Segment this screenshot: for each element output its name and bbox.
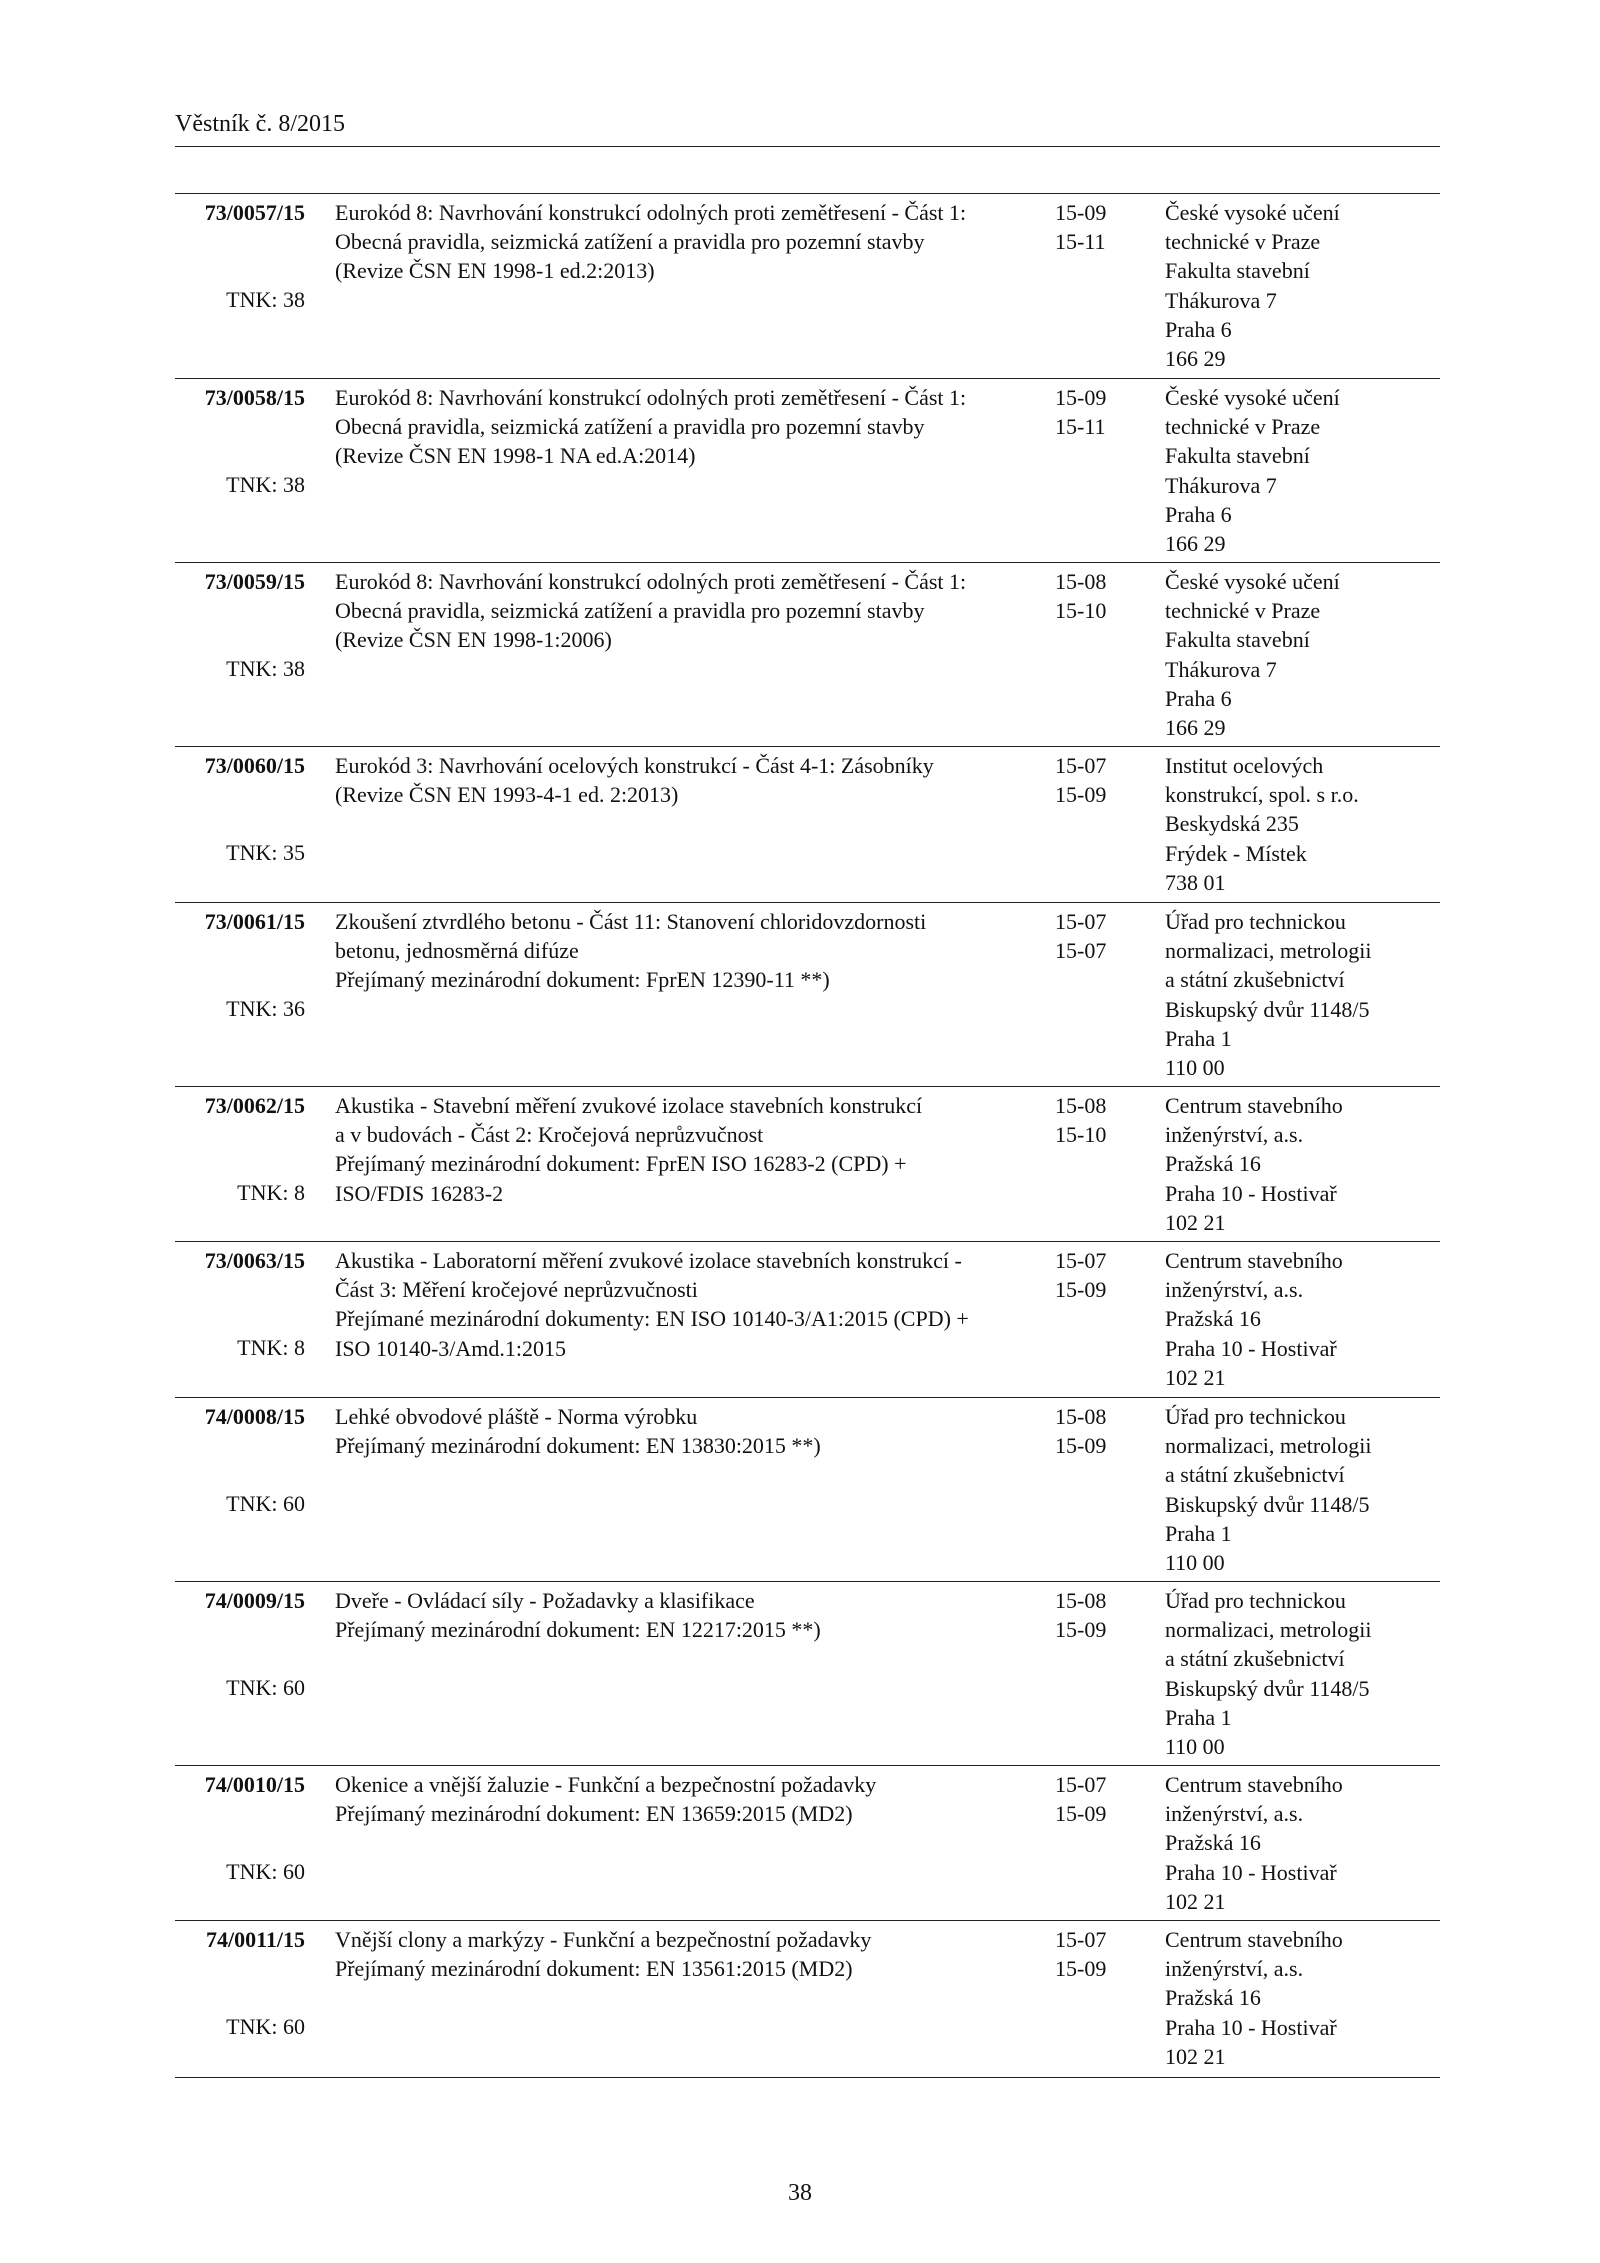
entry-id-cell (175, 383, 305, 499)
title-line: Lehké obvodové pláště - Norma výrobku (335, 1404, 698, 1429)
entry-tnk: TNK: 35 (226, 840, 305, 866)
table-row (175, 747, 1440, 903)
org-line: Pražská 16 (1165, 1830, 1261, 1856)
title-line: Zkoušení ztvrdlého betonu - Část 11: Stanovení chloridovzdornosti (335, 909, 927, 934)
title-line: Eurokód 8: Navrhování konstrukcí odolných proti zemětřesení - Část 1: (335, 200, 967, 225)
date-line: 15-09 (1055, 1433, 1107, 1459)
org-line: České vysoké učení (1165, 200, 1340, 225)
title-line: Přejímané mezinárodní dokumenty: EN ISO 10140-3/A1:2015 (CPD) + (335, 1306, 969, 1332)
title-line: (Revize ČSN EN 1998-1 ed.2:2013) (335, 258, 655, 284)
title-line: a v budovách - Část 2: Kročejová neprůzvučnost (335, 1122, 764, 1148)
date-line: 15-11 (1055, 229, 1106, 255)
org-line: a státní zkušebnictví (1165, 1462, 1345, 1488)
org-line: Praha 10 - Hostivař (1165, 1335, 1337, 1361)
entry-number: 73/0063/15 (204, 1248, 305, 1273)
org-line: normalizaci, metrologii (1165, 1433, 1372, 1459)
entry-tnk: TNK: 8 (237, 1335, 305, 1361)
header-rule (175, 146, 1440, 147)
date-line: 15-07 (1055, 753, 1107, 778)
entry-org-cell (1165, 1246, 1440, 1392)
entry-number: 73/0062/15 (204, 1093, 305, 1118)
title-line: Eurokód 8: Navrhování konstrukcí odolných proti zemětřesení - Část 1: (335, 385, 967, 410)
org-line: 110 00 (1165, 1055, 1225, 1081)
title-line: Eurokód 8: Navrhování konstrukcí odolných proti zemětřesení - Část 1: (335, 569, 967, 594)
org-line: Centrum stavebního (1165, 1248, 1343, 1273)
org-line: 110 00 (1165, 1550, 1225, 1576)
org-line: Centrum stavebního (1165, 1093, 1343, 1118)
title-line: Přejímaný mezinárodní dokument: FprEN ISO 16283-2 (CPD) + (335, 1151, 907, 1177)
org-line: Fakulta stavební (1165, 258, 1310, 284)
entry-number: 74/0011/15 (205, 1927, 305, 1952)
org-line: Úřad pro technickou (1165, 909, 1346, 934)
entry-id-cell (175, 1770, 305, 1886)
title-line: ISO/FDIS 16283-2 (335, 1180, 504, 1206)
org-line: České vysoké učení (1165, 569, 1340, 594)
org-line: Praha 1 (1165, 1025, 1232, 1051)
entry-id-cell (175, 1586, 305, 1702)
date-line: 15-07 (1055, 1772, 1107, 1797)
table-row (175, 1766, 1440, 1921)
org-line: Centrum stavebního (1165, 1927, 1343, 1952)
org-line: Centrum stavebního (1165, 1772, 1343, 1797)
title-line: Obecná pravidla, seizmická zatížení a pravidla pro pozemní stavby (335, 414, 925, 440)
org-line: České vysoké učení (1165, 385, 1340, 410)
org-line: Biskupský dvůr 1148/5 (1165, 1491, 1370, 1517)
org-line: 738 01 (1165, 869, 1226, 895)
org-line: inženýrství, a.s. (1165, 1122, 1304, 1148)
entry-id-cell (175, 1246, 305, 1362)
title-line: Přejímaný mezinárodní dokument: EN 13561:2015 (MD2) (335, 1956, 853, 1982)
date-line: 15-08 (1055, 1404, 1107, 1429)
date-line: 15-10 (1055, 598, 1107, 624)
entry-org-cell (1165, 1770, 1440, 1916)
date-line: 15-09 (1055, 1956, 1107, 1982)
entry-number: 73/0060/15 (204, 753, 305, 778)
org-line: 102 21 (1165, 1888, 1226, 1914)
org-line: Pražská 16 (1165, 1151, 1261, 1177)
title-line: Vnější clony a markýzy - Funkční a bezpečnostní požadavky (335, 1927, 872, 1952)
org-line: 166 29 (1165, 531, 1226, 557)
org-line: 166 29 (1165, 715, 1226, 741)
org-line: Thákurova 7 (1165, 472, 1277, 498)
entry-dates-cell (1055, 907, 1135, 965)
org-line: Fakulta stavební (1165, 443, 1310, 469)
org-line: 110 00 (1165, 1734, 1225, 1760)
org-line: 166 29 (1165, 346, 1226, 372)
entry-tnk: TNK: 60 (226, 1491, 305, 1517)
title-line: (Revize ČSN EN 1993-4-1 ed. 2:2013) (335, 782, 679, 808)
entry-tnk: TNK: 8 (237, 1180, 305, 1206)
entry-id-cell (175, 567, 305, 683)
title-line: Eurokód 3: Navrhování ocelových konstrukcí - Část 4-1: Zásobníky (335, 753, 934, 778)
entry-dates-cell (1055, 1091, 1135, 1149)
page-header-title: Věstník č. 8/2015 (175, 111, 345, 137)
org-line: Praha 6 (1165, 501, 1232, 527)
entry-org-cell (1165, 1091, 1440, 1237)
entry-dates-cell (1055, 751, 1135, 809)
org-line: normalizaci, metrologii (1165, 1617, 1372, 1643)
org-line: inženýrství, a.s. (1165, 1277, 1304, 1303)
entry-number: 73/0059/15 (204, 569, 305, 594)
org-line: Praha 10 - Hostivař (1165, 2014, 1337, 2040)
entry-dates-cell (1055, 1770, 1135, 1828)
title-line: Akustika - Stavební měření zvukové izolace stavebních konstrukcí (335, 1093, 923, 1118)
title-line: Přejímaný mezinárodní dokument: EN 13659:2015 (MD2) (335, 1801, 853, 1827)
org-line: Úřad pro technickou (1165, 1588, 1346, 1613)
entry-dates-cell (1055, 1925, 1135, 1983)
entry-tnk: TNK: 38 (226, 656, 305, 682)
org-line: Praha 10 - Hostivař (1165, 1859, 1337, 1885)
org-line: inženýrství, a.s. (1165, 1956, 1304, 1982)
date-line: 15-07 (1055, 909, 1107, 934)
org-line: Biskupský dvůr 1148/5 (1165, 996, 1370, 1022)
entry-org-cell (1165, 1586, 1440, 1761)
table-row (175, 563, 1440, 747)
date-line: 15-09 (1055, 1277, 1107, 1303)
entry-id-cell (175, 198, 305, 314)
table-row (175, 1921, 1440, 2078)
title-line: (Revize ČSN EN 1998-1 NA ed.A:2014) (335, 443, 696, 469)
org-line: konstrukcí, spol. s r.o. (1165, 782, 1359, 808)
title-line: Přejímaný mezinárodní dokument: FprEN 12390-11 **) (335, 967, 830, 993)
org-line: inženýrství, a.s. (1165, 1801, 1304, 1827)
org-line: Praha 6 (1165, 685, 1232, 711)
entry-org-cell (1165, 567, 1440, 742)
org-line: Beskydská 235 (1165, 811, 1299, 837)
table-row (175, 1582, 1440, 1766)
table-row (175, 194, 1440, 379)
standards-table (175, 193, 1440, 2078)
title-line: Obecná pravidla, seizmická zatížení a pravidla pro pozemní stavby (335, 229, 925, 255)
date-line: 15-08 (1055, 1093, 1107, 1118)
org-line: Thákurova 7 (1165, 287, 1277, 313)
title-line: Přejímaný mezinárodní dokument: EN 12217:2015 **) (335, 1617, 821, 1643)
title-line: Akustika - Laboratorní měření zvukové izolace stavebních konstrukcí - (335, 1248, 962, 1273)
title-line: betonu, jednosměrná difúze (335, 938, 579, 964)
entry-dates-cell (1055, 1586, 1135, 1644)
entry-number: 73/0058/15 (204, 385, 305, 410)
entry-number: 73/0057/15 (204, 200, 305, 225)
entry-org-cell (1165, 1925, 1440, 2071)
org-line: 102 21 (1165, 2043, 1226, 2069)
org-line: Praha 10 - Hostivař (1165, 1180, 1337, 1206)
entry-number: 74/0009/15 (204, 1588, 305, 1613)
entry-id-cell (175, 1402, 305, 1518)
entry-id-cell (175, 1091, 305, 1207)
entry-tnk: TNK: 60 (226, 2014, 305, 2040)
org-line: Praha 6 (1165, 316, 1232, 342)
entry-dates-cell (1055, 567, 1135, 625)
entry-id-cell (175, 751, 305, 867)
date-line: 15-09 (1055, 782, 1107, 808)
org-line: normalizaci, metrologii (1165, 938, 1372, 964)
entry-number: 74/0008/15 (204, 1404, 305, 1429)
org-line: Frýdek - Místek (1165, 840, 1307, 866)
page-number: 38 (788, 2180, 812, 2206)
date-line: 15-08 (1055, 569, 1107, 594)
org-line: Biskupský dvůr 1148/5 (1165, 1675, 1370, 1701)
entry-number: 74/0010/15 (204, 1772, 305, 1797)
entry-org-cell (1165, 383, 1440, 558)
date-line: 15-09 (1055, 1801, 1107, 1827)
date-line: 15-07 (1055, 938, 1107, 964)
entry-number: 73/0061/15 (204, 909, 305, 934)
org-line: technické v Praze (1165, 229, 1321, 255)
date-line: 15-08 (1055, 1588, 1107, 1613)
title-line: (Revize ČSN EN 1998-1:2006) (335, 627, 612, 653)
org-line: Úřad pro technickou (1165, 1404, 1346, 1429)
entry-tnk: TNK: 36 (226, 996, 305, 1022)
entry-tnk: TNK: 38 (226, 472, 305, 498)
entry-tnk: TNK: 60 (226, 1675, 305, 1701)
title-line: Dveře - Ovládací síly - Požadavky a klasifikace (335, 1588, 755, 1613)
entry-dates-cell (1055, 1246, 1135, 1304)
title-line: Přejímaný mezinárodní dokument: EN 13830:2015 **) (335, 1433, 821, 1459)
entry-dates-cell (1055, 198, 1135, 256)
date-line: 15-09 (1055, 385, 1107, 410)
org-line: Pražská 16 (1165, 1985, 1261, 2011)
org-line: 102 21 (1165, 1209, 1226, 1235)
date-line: 15-09 (1055, 1617, 1107, 1643)
entry-tnk: TNK: 60 (226, 1859, 305, 1885)
org-line: a státní zkušebnictví (1165, 1646, 1345, 1672)
table-row (175, 379, 1440, 563)
org-line: Praha 1 (1165, 1520, 1232, 1546)
title-line: Okenice a vnější žaluzie - Funkční a bezpečnostní požadavky (335, 1772, 877, 1797)
org-line: a státní zkušebnictví (1165, 967, 1345, 993)
table-row (175, 1087, 1440, 1242)
org-line: Pražská 16 (1165, 1306, 1261, 1332)
org-line: Fakulta stavební (1165, 627, 1310, 653)
entry-dates-cell (1055, 1402, 1135, 1460)
org-line: Thákurova 7 (1165, 656, 1277, 682)
org-line: technické v Praze (1165, 414, 1321, 440)
date-line: 15-10 (1055, 1122, 1107, 1148)
org-line: Institut ocelových (1165, 753, 1324, 778)
entry-id-cell (175, 1925, 305, 2041)
title-line: Část 3: Měření kročejové neprůzvučnosti (335, 1277, 698, 1303)
entry-org-cell (1165, 1402, 1440, 1577)
date-line: 15-07 (1055, 1248, 1107, 1273)
entry-org-cell (1165, 198, 1440, 373)
org-line: 102 21 (1165, 1364, 1226, 1390)
entry-id-cell (175, 907, 305, 1023)
table-row (175, 1398, 1440, 1582)
entry-org-cell (1165, 907, 1440, 1082)
table-row (175, 903, 1440, 1087)
date-line: 15-07 (1055, 1927, 1107, 1952)
date-line: 15-11 (1055, 414, 1106, 440)
org-line: technické v Praze (1165, 598, 1321, 624)
title-line: Obecná pravidla, seizmická zatížení a pravidla pro pozemní stavby (335, 598, 925, 624)
entry-tnk: TNK: 38 (226, 287, 305, 313)
entry-dates-cell (1055, 383, 1135, 441)
date-line: 15-09 (1055, 200, 1107, 225)
org-line: Praha 1 (1165, 1704, 1232, 1730)
entry-org-cell (1165, 751, 1440, 897)
title-line: ISO 10140-3/Amd.1:2015 (335, 1335, 566, 1361)
table-row (175, 1242, 1440, 1398)
